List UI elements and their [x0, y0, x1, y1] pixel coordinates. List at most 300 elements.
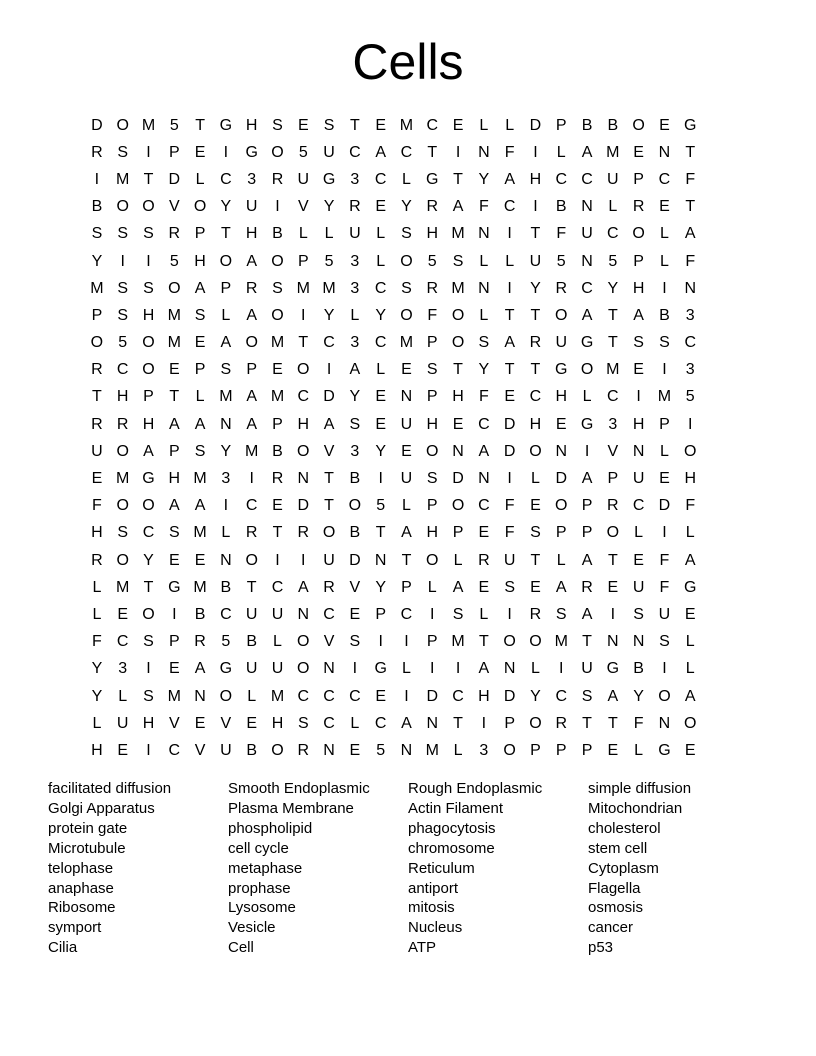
letter-grid	[84, 112, 703, 765]
grid-letter: P	[194, 361, 206, 379]
grid-letter: H	[142, 714, 155, 732]
grid-letter: S	[426, 470, 438, 488]
word-list-item: chromosome	[408, 839, 495, 857]
word-list-item: prophase	[228, 879, 291, 897]
grid-letter: S	[143, 687, 154, 705]
grid-letter: L	[479, 306, 489, 324]
grid-letter: A	[478, 442, 490, 460]
grid-letter: L	[530, 470, 540, 488]
grid-letter: A	[323, 415, 335, 433]
grid-letter: R	[91, 361, 103, 379]
grid-letter: 5	[427, 252, 437, 270]
grid-letter: T	[453, 170, 463, 188]
grid-letter: I	[662, 524, 667, 542]
grid-letter: B	[246, 741, 258, 759]
grid-letter: H	[632, 279, 645, 297]
grid-letter: T	[453, 714, 463, 732]
grid-letter: L	[273, 633, 282, 651]
grid-letter: Y	[607, 279, 619, 297]
grid-letter: R	[194, 633, 206, 651]
grid-letter: P	[555, 524, 567, 542]
grid-letter: B	[349, 524, 361, 542]
grid-letter: T	[453, 361, 463, 379]
grid-letter: D	[91, 116, 103, 134]
grid-letter: I	[636, 388, 641, 406]
grid-letter: M	[606, 361, 620, 379]
grid-letter: A	[581, 605, 593, 623]
grid-letter: O	[297, 442, 310, 460]
grid-letter: Y	[375, 578, 386, 596]
grid-letter: L	[92, 578, 102, 596]
grid-letter: T	[298, 334, 309, 352]
grid-letter: F	[685, 252, 696, 270]
grid-letter: T	[582, 633, 592, 651]
grid-letter: M	[399, 116, 414, 134]
grid-letter: P	[555, 741, 567, 759]
grid-letter: P	[426, 497, 438, 515]
grid-letter: M	[399, 334, 414, 352]
word-list-item: mitosis	[408, 899, 455, 917]
word-list-item: osmosis	[588, 899, 644, 917]
grid-letter: R	[426, 198, 439, 216]
grid-letter: U	[632, 470, 645, 488]
grid-letter: E	[375, 116, 386, 134]
grid-letter: L	[92, 605, 102, 623]
grid-letter: Y	[375, 306, 386, 324]
grid-letter: O	[503, 633, 516, 651]
grid-letter: S	[555, 605, 567, 623]
grid-letter: D	[168, 170, 181, 188]
grid-letter: L	[556, 551, 566, 569]
grid-letter: N	[400, 388, 413, 406]
grid-letter: 3	[350, 170, 360, 188]
grid-letter: I	[249, 470, 254, 488]
grid-letter: T	[607, 551, 618, 569]
grid-letter: E	[168, 660, 180, 678]
grid-row	[84, 629, 703, 656]
grid-letter: P	[607, 470, 619, 488]
grid-letter: E	[633, 143, 644, 161]
grid-letter: G	[580, 334, 594, 352]
grid-letter: O	[555, 306, 568, 324]
grid-letter: A	[143, 442, 154, 460]
grid-letter: E	[272, 361, 283, 379]
grid-letter: C	[400, 605, 413, 623]
grid-letter: V	[194, 741, 206, 759]
grid-letter: I	[610, 605, 616, 623]
grid-letter: R	[323, 578, 335, 596]
grid-letter: S	[117, 143, 129, 161]
grid-letter: C	[116, 361, 129, 379]
grid-letter: O	[142, 361, 155, 379]
word-list-item: facilitated diffusion	[48, 780, 172, 797]
grid-letter: M	[167, 334, 181, 352]
word-list-item: Smooth Endoplasmic	[228, 780, 370, 797]
grid-letter: E	[478, 524, 490, 542]
grid-letter: A	[581, 306, 593, 324]
grid-letter: U	[245, 605, 258, 623]
grid-letter: N	[658, 714, 671, 732]
word-list-item: phospholipid	[228, 819, 313, 837]
grid-letter: O	[271, 306, 284, 324]
word-list-item: Rough Endoplasmic	[408, 780, 543, 797]
grid-letter: I	[533, 143, 538, 161]
grid-letter: O	[271, 252, 284, 270]
grid-letter: T	[92, 388, 102, 406]
grid-letter: T	[607, 306, 618, 324]
grid-letter: A	[168, 497, 180, 515]
grid-letter: N	[297, 470, 310, 488]
grid-letter: P	[581, 497, 593, 515]
grid-letter: N	[478, 143, 490, 161]
grid-letter: O	[451, 306, 465, 324]
grid-letter: R	[168, 225, 181, 243]
grid-letter: A	[194, 497, 206, 515]
grid-letter: R	[271, 470, 284, 488]
grid-letter: I	[275, 198, 280, 216]
grid-letter: C	[142, 524, 155, 542]
grid-row	[84, 710, 703, 737]
grid-letter: C	[220, 170, 232, 188]
grid-letter: R	[297, 741, 310, 759]
grid-letter: S	[220, 361, 232, 379]
grid-letter: C	[374, 170, 387, 188]
grid-letter: 3	[118, 660, 128, 678]
grid-letter: L	[685, 524, 695, 542]
word-column	[588, 779, 768, 958]
grid-letter: R	[91, 415, 103, 433]
grid-letter: F	[633, 714, 644, 732]
grid-letter: L	[324, 225, 334, 243]
grid-letter: S	[91, 225, 103, 243]
grid-letter: C	[297, 388, 310, 406]
grid-letter: O	[142, 198, 155, 216]
grid-letter: A	[246, 388, 258, 406]
grid-letter: 3	[685, 361, 695, 379]
grid-letter: O	[219, 687, 233, 705]
grid-letter: U	[632, 578, 645, 596]
grid-letter: C	[323, 714, 335, 732]
grid-letter: E	[633, 551, 644, 569]
grid-letter: D	[452, 470, 464, 488]
grid-letter: O	[529, 633, 542, 651]
grid-letter: A	[581, 143, 593, 161]
word-list-item: Nucleus	[408, 919, 463, 937]
grid-letter: T	[582, 714, 592, 732]
grid-letter: I	[326, 361, 332, 379]
grid-letter: O	[684, 442, 697, 460]
word-list-item: Cytoplasm	[588, 859, 659, 877]
grid-letter: L	[350, 306, 360, 324]
word-column	[48, 779, 228, 958]
grid-letter: E	[659, 198, 670, 216]
grid-letter: E	[452, 415, 464, 433]
grid-letter: E	[168, 361, 180, 379]
grid-letter: O	[116, 551, 129, 569]
word-list-item: Ribosome	[48, 899, 116, 917]
grid-letter: O	[297, 660, 310, 678]
grid-letter: U	[245, 660, 258, 678]
grid-letter: N	[374, 551, 387, 569]
grid-letter: S	[117, 225, 129, 243]
grid-letter: G	[322, 170, 336, 188]
grid-letter: R	[607, 497, 619, 515]
grid-letter: 3	[479, 741, 489, 759]
grid-letter: C	[607, 225, 619, 243]
grid-letter: L	[221, 306, 231, 324]
grid-row	[84, 547, 703, 574]
grid-letter: E	[530, 497, 541, 515]
grid-letter: H	[168, 470, 181, 488]
grid-letter: E	[194, 334, 206, 352]
grid-letter: U	[400, 415, 413, 433]
grid-letter: L	[376, 252, 386, 270]
word-list-item: Mitochondrian	[588, 799, 683, 817]
grid-letter: E	[272, 497, 283, 515]
grid-letter: O	[142, 334, 155, 352]
grid-letter: O	[632, 116, 645, 134]
grid-letter: C	[349, 143, 361, 161]
grid-letter: L	[659, 442, 669, 460]
grid-letter: S	[452, 605, 464, 623]
grid-letter: S	[168, 524, 180, 542]
grid-letter: M	[90, 279, 104, 297]
grid-letter: O	[271, 143, 284, 161]
grid-letter: S	[401, 279, 412, 297]
grid-letter: I	[507, 605, 512, 623]
grid-letter: R	[91, 143, 103, 161]
word-column	[408, 779, 588, 958]
grid-letter: Y	[349, 388, 361, 406]
grid-letter: N	[632, 633, 645, 651]
grid-letter: 5	[298, 143, 308, 161]
grid-letter: Y	[143, 551, 154, 569]
word-list-item: telophase	[48, 859, 114, 877]
grid-letter: B	[555, 198, 567, 216]
grid-letter: H	[142, 415, 155, 433]
grid-letter: I	[455, 143, 461, 161]
grid-letter: H	[426, 524, 439, 542]
grid-letter: T	[685, 198, 696, 216]
grid-letter: 5	[376, 741, 386, 759]
grid-letter: E	[659, 116, 670, 134]
grid-letter: C	[632, 497, 645, 515]
grid-letter: E	[375, 388, 386, 406]
grid-letter: C	[426, 116, 439, 134]
grid-letter: U	[323, 551, 335, 569]
grid-letter: C	[323, 334, 335, 352]
grid-letter: O	[503, 741, 516, 759]
grid-letter: H	[452, 388, 464, 406]
word-list-item: p53	[588, 939, 614, 957]
grid-letter: G	[219, 116, 233, 134]
grid-letter: V	[323, 633, 335, 651]
grid-letter: O	[529, 714, 542, 732]
grid-row	[84, 656, 703, 683]
grid-letter: B	[349, 470, 361, 488]
grid-letter: O	[451, 497, 465, 515]
grid-letter: H	[245, 116, 258, 134]
grid-letter: N	[581, 252, 593, 270]
grid-row	[84, 139, 703, 166]
grid-letter: S	[272, 279, 283, 297]
grid-row	[84, 357, 703, 384]
grid-letter: P	[659, 415, 670, 433]
grid-letter: E	[452, 116, 464, 134]
grid-letter: L	[530, 660, 540, 678]
grid-letter: S	[194, 442, 206, 460]
grid-row	[84, 438, 703, 465]
grid-letter: M	[425, 741, 439, 759]
grid-letter: L	[659, 225, 669, 243]
grid-letter: E	[633, 361, 644, 379]
grid-letter: C	[607, 388, 619, 406]
grid-letter: E	[401, 442, 412, 460]
grid-letter: S	[633, 334, 644, 352]
grid-letter: U	[529, 252, 542, 270]
grid-letter: M	[270, 334, 285, 352]
grid-letter: S	[530, 524, 541, 542]
grid-letter: P	[633, 252, 644, 270]
grid-letter: R	[91, 551, 103, 569]
grid-letter: T	[530, 551, 541, 569]
grid-letter: A	[504, 334, 515, 352]
grid-letter: P	[168, 633, 180, 651]
grid-letter: M	[554, 633, 568, 651]
grid-row	[84, 248, 703, 275]
grid-letter: L	[195, 170, 205, 188]
grid-letter: E	[659, 470, 670, 488]
grid-letter: E	[375, 687, 386, 705]
grid-letter: N	[581, 198, 593, 216]
grid-letter: L	[505, 252, 515, 270]
grid-letter: R	[349, 198, 361, 216]
grid-letter: S	[659, 633, 670, 651]
grid-letter: D	[555, 470, 568, 488]
grid-letter: Y	[91, 252, 103, 270]
grid-letter: H	[91, 524, 103, 542]
grid-letter: E	[607, 578, 619, 596]
grid-letter: E	[168, 551, 180, 569]
grid-letter: O	[142, 605, 155, 623]
grid-letter: G	[245, 143, 258, 161]
grid-letter: L	[118, 687, 128, 705]
grid-letter: U	[581, 225, 593, 243]
grid-letter: I	[223, 497, 229, 515]
grid-letter: G	[555, 361, 568, 379]
grid-letter: I	[301, 306, 306, 324]
grid-letter: Y	[91, 660, 103, 678]
word-list-item: Reticulum	[408, 859, 475, 877]
grid-letter: E	[117, 741, 129, 759]
grid-letter: N	[297, 605, 310, 623]
grid-letter: E	[349, 605, 361, 623]
word-list-item: antiport	[408, 879, 459, 897]
grid-letter: I	[662, 279, 667, 297]
grid-letter: S	[272, 116, 283, 134]
grid-letter: L	[685, 633, 695, 651]
grid-letter: L	[685, 660, 695, 678]
grid-letter: N	[658, 143, 671, 161]
grid-letter: E	[194, 143, 206, 161]
grid-letter: O	[400, 306, 413, 324]
grid-letter: E	[478, 578, 490, 596]
grid-letter: O	[322, 524, 336, 542]
word-list-item: Actin Filament	[408, 799, 504, 817]
grid-letter: P	[504, 714, 515, 732]
grid-letter: S	[581, 687, 593, 705]
grid-letter: P	[426, 388, 438, 406]
grid-letter: T	[375, 524, 386, 542]
grid-letter: M	[606, 143, 620, 161]
grid-letter: V	[168, 714, 180, 732]
grid-letter: U	[271, 605, 284, 623]
grid-letter: S	[452, 252, 464, 270]
grid-row	[84, 275, 703, 302]
grid-letter: B	[194, 605, 206, 623]
grid-letter: H	[194, 252, 206, 270]
grid-letter: 3	[685, 306, 695, 324]
grid-letter: M	[270, 388, 285, 406]
grid-letter: D	[426, 687, 439, 705]
grid-letter: B	[272, 225, 283, 243]
grid-letter: G	[684, 116, 697, 134]
grid-letter: M	[116, 578, 130, 596]
grid-letter: C	[684, 334, 696, 352]
grid-letter: V	[349, 578, 361, 596]
word-list-item: ATP	[408, 939, 437, 957]
grid-letter: I	[378, 633, 383, 651]
grid-letter: M	[193, 524, 207, 542]
grid-letter: R	[529, 334, 542, 352]
grid-letter: 5	[118, 334, 128, 352]
grid-letter: I	[146, 741, 151, 759]
grid-letter: E	[607, 741, 619, 759]
grid-letter: L	[427, 578, 437, 596]
word-list-item: Flagella	[588, 879, 641, 897]
grid-letter: A	[452, 578, 464, 596]
grid-letter: 5	[221, 633, 231, 651]
grid-letter: 5	[556, 252, 566, 270]
grid-letter: V	[297, 198, 309, 216]
grid-letter: 5	[324, 252, 334, 270]
grid-letter: A	[246, 252, 258, 270]
grid-letter: I	[94, 170, 100, 188]
grid-letter: O	[116, 116, 129, 134]
grid-letter: U	[581, 660, 593, 678]
grid-letter: M	[167, 306, 181, 324]
grid-letter: U	[91, 442, 103, 460]
grid-letter: O	[116, 198, 129, 216]
grid-letter: C	[297, 687, 310, 705]
grid-letter: E	[555, 415, 567, 433]
word-list-item: stem cell	[588, 839, 648, 857]
grid-letter: R	[245, 279, 258, 297]
grid-letter: L	[92, 714, 102, 732]
grid-letter: U	[271, 660, 284, 678]
grid-letter: N	[220, 415, 232, 433]
grid-letter: P	[168, 442, 180, 460]
grid-letter: N	[684, 279, 696, 297]
grid-letter: T	[246, 578, 257, 596]
grid-letter: I	[352, 660, 358, 678]
word-list-item: Microtubule	[48, 839, 126, 857]
grid-letter: T	[607, 334, 618, 352]
grid-letter: G	[219, 660, 233, 678]
grid-letter: U	[503, 551, 516, 569]
grid-row	[84, 221, 703, 248]
grid-letter: U	[116, 714, 129, 732]
